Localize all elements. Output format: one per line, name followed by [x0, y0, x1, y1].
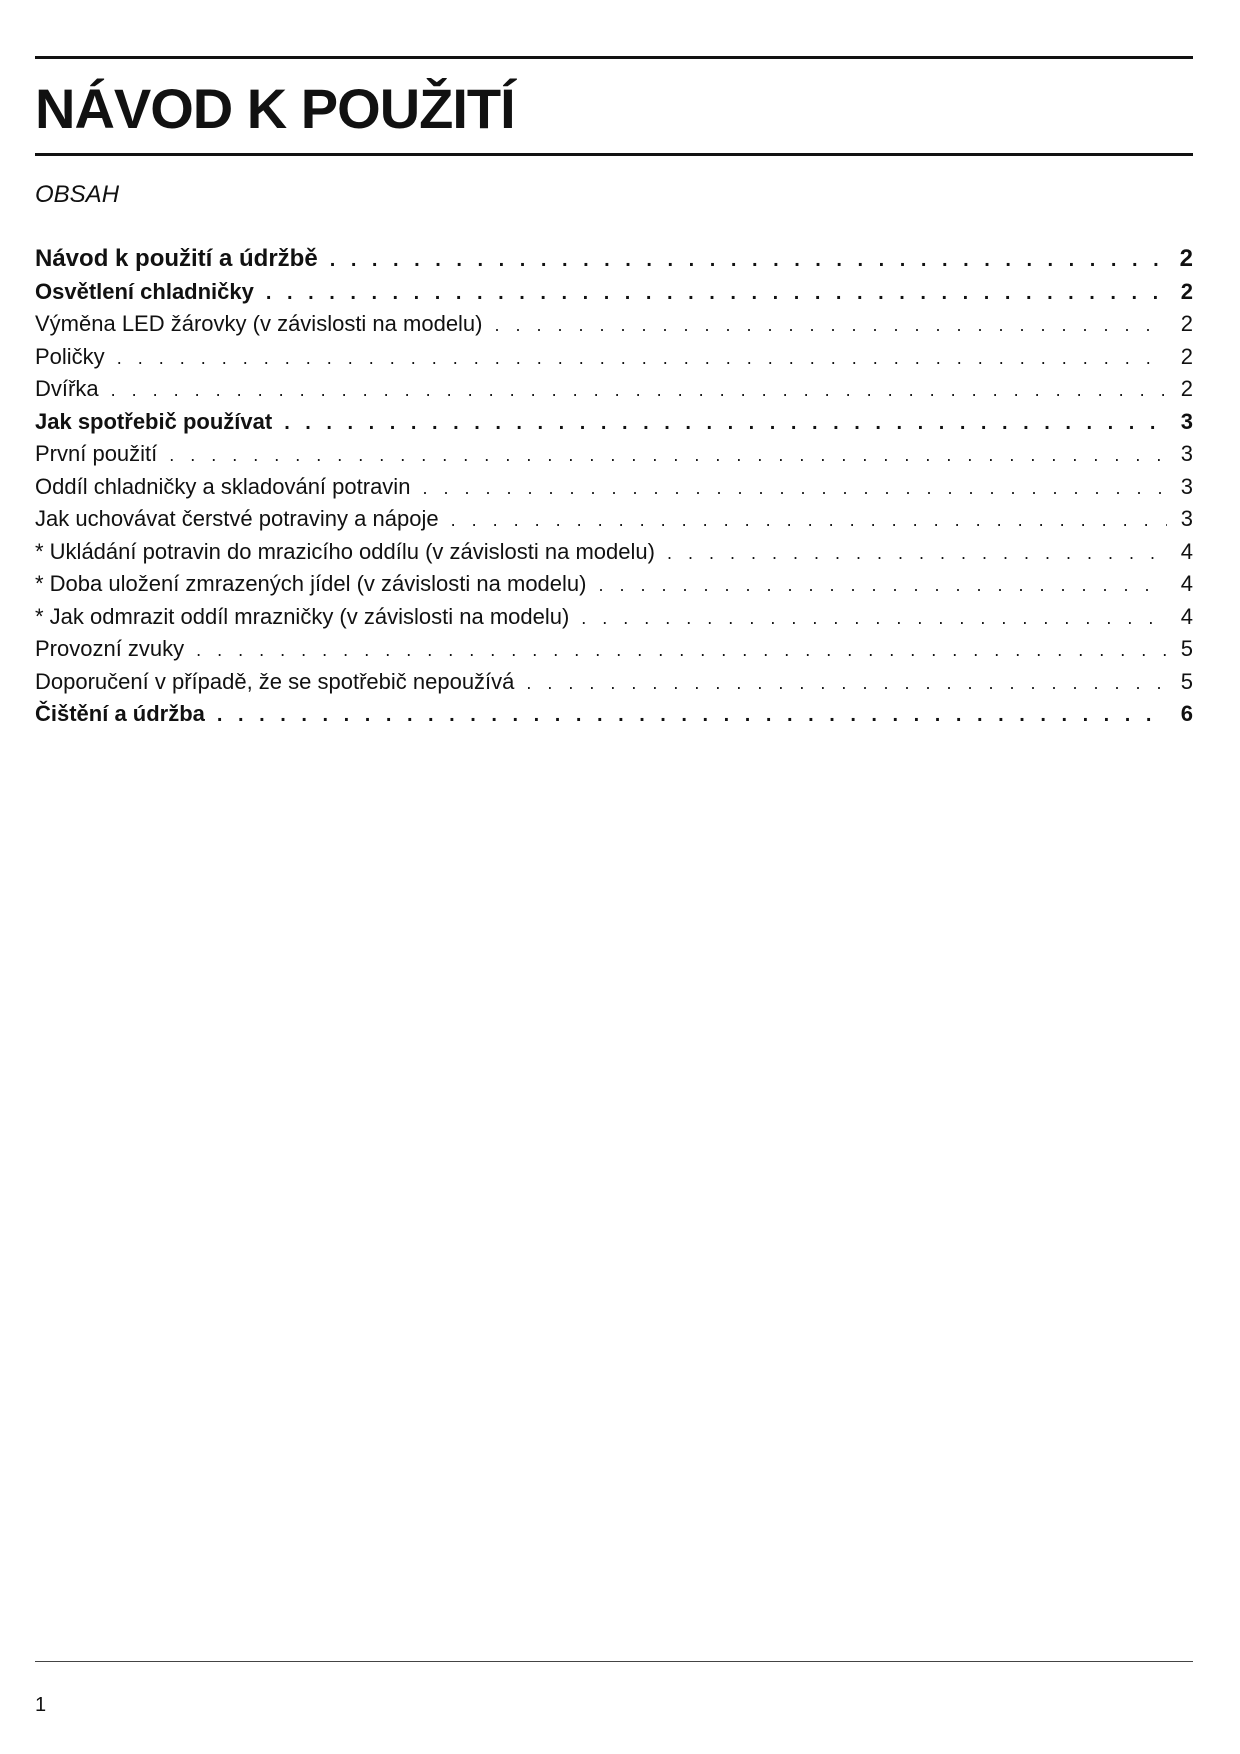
table-of-contents	[35, 243, 1193, 731]
toc-entry-label: Návod k použití a údržbě	[35, 245, 318, 272]
toc-entry[interactable]	[35, 698, 1193, 731]
toc-entry[interactable]	[35, 471, 1193, 504]
toc-entry-label: * Jak odmrazit oddíl mrazničky (v závislosti na modelu)	[35, 603, 570, 629]
document-page	[35, 0, 1193, 1754]
toc-entry[interactable]	[35, 503, 1193, 536]
toc-heading: OBSAH	[35, 181, 120, 208]
toc-dot-leader	[217, 699, 1167, 731]
toc-entry-label: Provozní zvuky	[35, 636, 185, 661]
toc-entry-label: Oddíl chladničky a skladování potravin	[35, 473, 411, 499]
toc-entry-label: * Doba uložení zmrazených jídel (v závislosti na modelu)	[35, 571, 587, 596]
toc-entry-page: 2	[1180, 278, 1193, 304]
toc-dot-leader	[526, 667, 1167, 699]
toc-entry-label: Doporučení v případě, že se spotřebič nepoužívá	[35, 668, 515, 694]
toc-entry-page: 3	[1180, 473, 1193, 499]
toc-entry-page: 5	[1180, 668, 1193, 694]
toc-entry-page: 2	[1180, 311, 1193, 336]
toc-entry[interactable]	[35, 276, 1193, 309]
toc-entry[interactable]	[35, 308, 1193, 341]
toc-entry-label: Jak spotřebič používat	[35, 408, 273, 434]
toc-entry-page: 2	[1180, 376, 1193, 401]
toc-entry-page: 5	[1180, 636, 1193, 661]
toc-dot-leader	[581, 602, 1167, 634]
toc-entry-label: První použití	[35, 441, 158, 466]
toc-dot-leader	[169, 439, 1167, 471]
toc-dot-leader	[422, 472, 1167, 504]
toc-entry[interactable]	[35, 536, 1193, 569]
toc-entry[interactable]	[35, 341, 1193, 374]
toc-entry-page: 2	[1179, 245, 1193, 272]
toc-entry[interactable]	[35, 666, 1193, 699]
toc-entry-label: Poličky	[35, 343, 105, 369]
footer-rule	[35, 1661, 1193, 1662]
toc-entry-page: 4	[1180, 571, 1193, 596]
toc-dot-leader	[667, 537, 1167, 569]
toc-dot-leader	[598, 569, 1167, 601]
toc-entry-label: Výměna LED žárovky (v závislosti na modelu)	[35, 311, 483, 336]
page-title: NÁVOD K POUŽITÍ	[35, 77, 515, 140]
toc-dot-leader	[266, 277, 1167, 309]
toc-dot-leader	[196, 634, 1167, 666]
toc-entry-page: 6	[1180, 701, 1193, 726]
toc-entry-page: 4	[1180, 538, 1193, 564]
toc-dot-leader	[111, 374, 1167, 406]
page-number: 1	[35, 1694, 47, 1716]
toc-dot-leader	[495, 309, 1168, 341]
toc-entry[interactable]	[35, 438, 1193, 471]
toc-entry-label: Čištění a údržba	[35, 701, 205, 726]
toc-entry[interactable]	[35, 243, 1193, 276]
toc-dot-leader	[284, 407, 1167, 439]
toc-entry[interactable]	[35, 633, 1193, 666]
toc-entry[interactable]	[35, 601, 1193, 634]
toc-entry-label: * Ukládání potravin do mrazicího oddílu (v závislosti na modelu)	[35, 538, 655, 564]
title-rule	[35, 153, 1193, 156]
toc-entry-page: 4	[1180, 603, 1193, 629]
toc-dot-leader	[451, 504, 1167, 536]
toc-entry[interactable]	[35, 406, 1193, 439]
toc-entry-page: 3	[1180, 441, 1193, 466]
toc-entry-page: 3	[1180, 408, 1193, 434]
toc-entry[interactable]	[35, 373, 1193, 406]
toc-entry-page: 3	[1180, 506, 1193, 531]
toc-entry[interactable]	[35, 568, 1193, 601]
toc-entry-label: Jak uchovávat čerstvé potraviny a nápoje	[35, 506, 439, 531]
toc-entry-label: Osvětlení chladničky	[35, 278, 254, 304]
toc-dot-leader	[330, 244, 1167, 276]
toc-entry-page: 2	[1180, 343, 1193, 369]
top-rule	[35, 56, 1193, 59]
toc-dot-leader	[117, 342, 1167, 374]
toc-entry-label: Dvířka	[35, 376, 99, 401]
